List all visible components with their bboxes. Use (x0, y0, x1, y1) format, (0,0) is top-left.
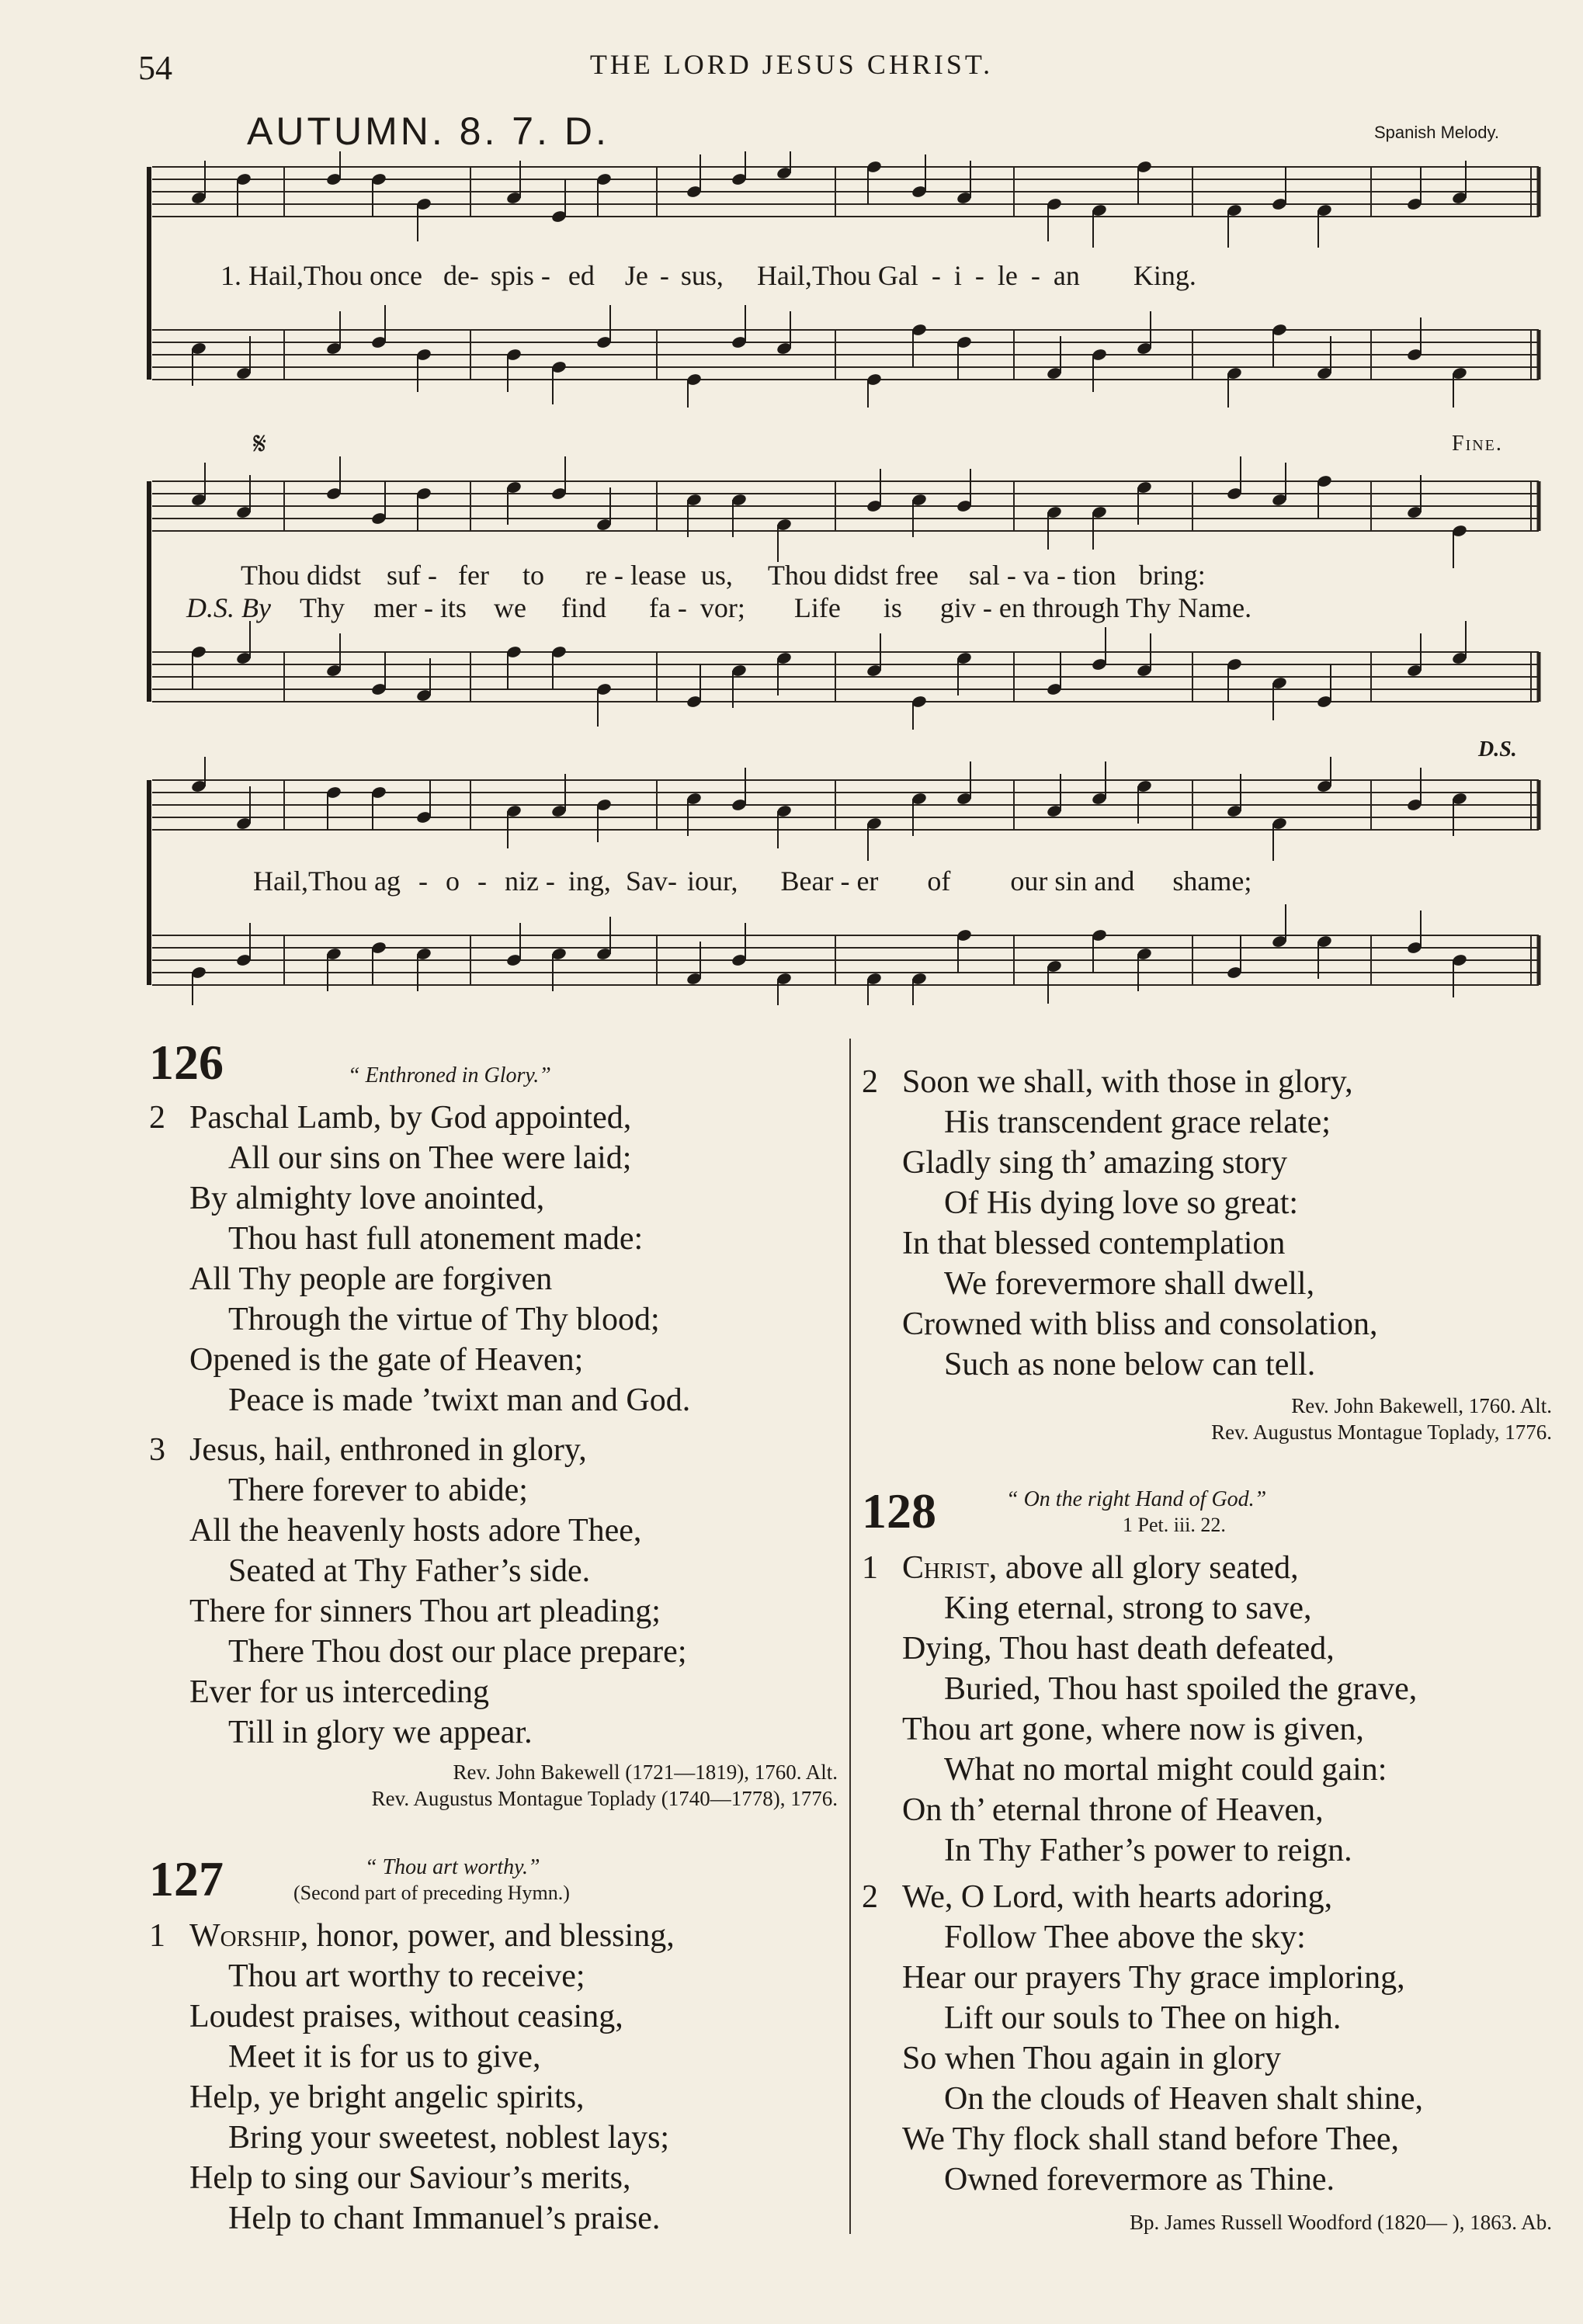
hymn-126-attribution-2: Rev. Augustus Montague Toplady (1740—1778), 1776. (371, 1787, 838, 1810)
verse-line: Peace is made ’twixt man and God. (228, 1382, 691, 1418)
verse-line: On th’ eternal throne of Heaven, (902, 1792, 1324, 1828)
hymn-127-attribution-2: Rev. Augustus Montague Toplady, 1776. (1211, 1420, 1552, 1444)
hymn-126-number: 126 (149, 1035, 224, 1090)
verse-line-first: Christ, above all glory seated, (902, 1550, 1299, 1586)
verse-line: In that blessed contemplation (902, 1226, 1286, 1261)
verse-line: Through the virtue of Thy blood; (228, 1302, 660, 1337)
verse-line: There for sinners Thou art pleading; (189, 1594, 661, 1629)
hymn-127-attribution-1: Rev. John Bakewell, 1760. Alt. (1291, 1394, 1552, 1417)
tune-source: Spanish Melody. (1373, 123, 1499, 142)
verse-line: We, O Lord, with hearts adoring, (902, 1879, 1333, 1915)
verse-line: We Thy flock shall stand before Thee, (902, 2121, 1400, 2157)
verse-line: All our sins on Thee were laid; (228, 1140, 632, 1176)
hymn-127-subtitle: “ Thou art worthy.” (365, 1855, 540, 1879)
verse-line: Bring your sweetest, noblest lays; (228, 2120, 670, 2156)
verse-number: 2 (862, 1064, 878, 1100)
hymn-127-subref: (Second part of preceding Hymn.) (293, 1882, 570, 1904)
verse-line: Loudest praises, without ceasing, (189, 1999, 623, 2034)
verse-line: On the clouds of Heaven shalt shine, (944, 2081, 1424, 2117)
verse-line-first: Worship, honor, power, and blessing, (189, 1918, 675, 1954)
verse-line: Thou art worthy to receive; (228, 1958, 585, 1994)
page-number: 54 (138, 49, 172, 87)
verse-number: 3 (149, 1432, 165, 1468)
verse-line: Thou art gone, where now is given, (902, 1712, 1364, 1747)
verse-line: All the heavenly hosts adore Thee, (189, 1513, 642, 1549)
verse-number: 2 (862, 1879, 878, 1915)
hymn-128-number: 128 (862, 1483, 936, 1538)
verse-line: Crowned with bliss and consolation, (902, 1306, 1378, 1342)
hymn-126-attribution-1: Rev. John Bakewell (1721—1819), 1760. Alt. (453, 1760, 838, 1784)
segno-mark: 𝄋 (253, 426, 267, 461)
lyrics-line-2a: Thou didst suf - fer to re - lease us, Thou didst free sal - va - tion bring: (241, 560, 1206, 591)
lyrics-line-1: 1. Hail,Thou once de- spis - ed Je - sus, Hail,Thou Gal - i - le - an King. (220, 260, 1196, 291)
running-head: THE LORD JESUS CHRIST. (589, 49, 994, 80)
verse-line: Thou hast full atonement made: (228, 1221, 644, 1257)
verse-number: 1 (149, 1918, 165, 1954)
verse-line: Follow Thee above the sky: (944, 1920, 1306, 1955)
tune-title: AUTUMN. 8. 7. D. (247, 109, 609, 153)
verse-line: Such as none below can tell. (944, 1347, 1316, 1382)
verse-line: In Thy Father’s power to reign. (944, 1833, 1352, 1868)
verse-line: Soon we shall, with those in glory, (902, 1064, 1353, 1100)
hymn-126-subtitle: “ Enthroned in Glory.” (348, 1063, 551, 1087)
verse-number: 2 (149, 1100, 165, 1136)
hymn-127-number: 127 (149, 1851, 224, 1906)
verse-number: 1 (862, 1550, 878, 1586)
verse-line: There Thou dost our place prepare; (228, 1634, 687, 1670)
lyrics-line-2b: D.S. By Thy mer - its we find fa - vor; Life is giv - en through Thy Name. (186, 592, 1252, 623)
verse-line: There forever to abide; (228, 1472, 528, 1508)
verse-line: Help to chant Immanuel’s praise. (228, 2201, 661, 2236)
verse-line: Gladly sing th’ amazing story (902, 1145, 1288, 1181)
verse-line: What no mortal might could gain: (944, 1752, 1387, 1788)
verse-line: Jesus, hail, enthroned in glory, (189, 1432, 587, 1468)
fine-mark: Fine. (1452, 432, 1503, 456)
verse-line: By almighty love anointed, (189, 1181, 545, 1216)
verse-line: We forevermore shall dwell, (944, 1266, 1315, 1302)
hymn-128-subtitle: “ On the right Hand of God.” (1006, 1487, 1267, 1511)
ds-mark: D.S. (1478, 737, 1517, 761)
hymn-128-attribution: Bp. James Russell Woodford (1820— ), 1863. Ab. (1129, 2211, 1552, 2234)
column-divider (849, 1039, 851, 2234)
verse-line: Opened is the gate of Heaven; (189, 1342, 584, 1378)
verse-line: Lift our souls to Thee on high. (944, 2000, 1342, 2036)
verse-line: His transcendent grace relate; (944, 1105, 1331, 1140)
verse-line: Dying, Thou hast death defeated, (902, 1631, 1335, 1667)
verse-line: Paschal Lamb, by God appointed, (189, 1100, 632, 1136)
hymn-128-subref: 1 Pet. iii. 22. (1123, 1514, 1226, 1536)
verse-line: All Thy people are forgiven (189, 1261, 553, 1297)
verse-line: Owned forevermore as Thine. (944, 2162, 1335, 2197)
verse-line: Of His dying love so great: (944, 1185, 1299, 1221)
verse-line: So when Thou again in glory (902, 2041, 1282, 2076)
verse-line: Help to sing our Saviour’s merits, (189, 2160, 631, 2196)
verse-line: Meet it is for us to give, (228, 2039, 541, 2075)
lyrics-line-3: Hail,Thou ag - o - niz - ing, Sav- iour, Bear - er of our sin and shame; (253, 865, 1252, 897)
verse-line: Seated at Thy Father’s side. (228, 1553, 591, 1589)
verse-line: Buried, Thou hast spoiled the grave, (944, 1671, 1418, 1707)
verse-line: Till in glory we appear. (228, 1715, 533, 1750)
verse-line: Hear our prayers Thy grace imploring, (902, 1960, 1405, 1996)
verse-line: King eternal, strong to save, (944, 1590, 1312, 1626)
verse-line: Ever for us interceding (189, 1674, 490, 1710)
verse-line: Help, ye bright angelic spirits, (189, 2079, 585, 2115)
